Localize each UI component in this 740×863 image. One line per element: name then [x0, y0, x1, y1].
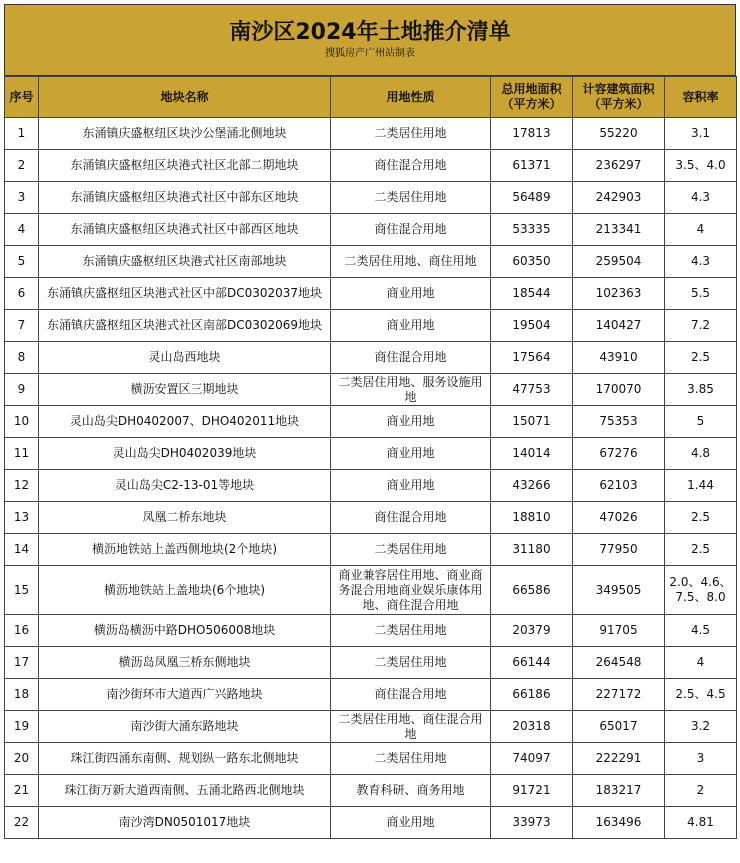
- cell-land-use: 商住混合用地: [331, 150, 491, 182]
- table-row: [5, 310, 737, 342]
- cell-land-use: 商业用地: [331, 310, 491, 342]
- cell-plot-name: 横沥安置区三期地块: [39, 374, 331, 406]
- table-row: [5, 118, 737, 150]
- cell-land-use: 商业用地: [331, 807, 491, 839]
- cell-index: 6: [5, 278, 39, 310]
- cell-plot-ratio: 4.81: [665, 807, 737, 839]
- table-row: [5, 406, 737, 438]
- table-row: [5, 214, 737, 246]
- cell-floor-area: 140427: [573, 310, 665, 342]
- cell-plot-name: 东涌镇庆盛枢纽区块沙公堡涌北侧地块: [39, 118, 331, 150]
- cell-plot-name: 横沥岛横沥中路DHO506008地块: [39, 615, 331, 647]
- cell-total-area: 15071: [491, 406, 573, 438]
- cell-land-use: 教育科研、商务用地: [331, 775, 491, 807]
- table-row: [5, 679, 737, 711]
- cell-index: 17: [5, 647, 39, 679]
- cell-plot-name: 南沙湾DN0501017地块: [39, 807, 331, 839]
- cell-plot-ratio: 2: [665, 775, 737, 807]
- cell-floor-area: 62103: [573, 470, 665, 502]
- cell-total-area: 20318: [491, 711, 573, 743]
- header-land-use: 用地性质: [331, 77, 491, 118]
- table-row: [5, 743, 737, 775]
- cell-land-use: 商业用地: [331, 438, 491, 470]
- table-row: [5, 615, 737, 647]
- cell-plot-name: 灵山岛尖C2-13-01等地块: [39, 470, 331, 502]
- cell-total-area: 66586: [491, 566, 573, 615]
- cell-total-area: 56489: [491, 182, 573, 214]
- cell-plot-name: 珠江街四涌东南侧、规划纵一路东北侧地块: [39, 743, 331, 775]
- cell-land-use: 商业用地: [331, 406, 491, 438]
- cell-floor-area: 259504: [573, 246, 665, 278]
- cell-plot-name: 灵山岛尖DH0402007、DHO402011地块: [39, 406, 331, 438]
- header-total-area: 总用地面积 （平方米）: [491, 77, 573, 118]
- cell-land-use: 二类居住用地: [331, 615, 491, 647]
- cell-floor-area: 75353: [573, 406, 665, 438]
- cell-floor-area: 170070: [573, 374, 665, 406]
- cell-index: 18: [5, 679, 39, 711]
- cell-land-use: 商住混合用地: [331, 502, 491, 534]
- table-row: [5, 246, 737, 278]
- cell-plot-ratio: 4.5: [665, 615, 737, 647]
- cell-total-area: 60350: [491, 246, 573, 278]
- header-plot-ratio: 容积率: [665, 77, 737, 118]
- table-row: [5, 342, 737, 374]
- cell-index: 20: [5, 743, 39, 775]
- cell-total-area: 19504: [491, 310, 573, 342]
- cell-land-use: 商住混合用地: [331, 679, 491, 711]
- table-row: [5, 150, 737, 182]
- cell-index: 10: [5, 406, 39, 438]
- cell-floor-area: 236297: [573, 150, 665, 182]
- table-row: [5, 374, 737, 406]
- cell-total-area: 17813: [491, 118, 573, 150]
- cell-land-use: 二类居住用地: [331, 182, 491, 214]
- cell-land-use: 二类居住用地: [331, 743, 491, 775]
- cell-total-area: 18810: [491, 502, 573, 534]
- cell-plot-ratio: 1.44: [665, 470, 737, 502]
- cell-total-area: 18544: [491, 278, 573, 310]
- cell-land-use: 商业兼容居住用地、商业商务混合用地商业娱乐康体用地、商住混合用地: [331, 566, 491, 615]
- cell-total-area: 47753: [491, 374, 573, 406]
- cell-floor-area: 349505: [573, 566, 665, 615]
- cell-land-use: 商住混合用地: [331, 342, 491, 374]
- cell-floor-area: 102363: [573, 278, 665, 310]
- cell-total-area: 33973: [491, 807, 573, 839]
- cell-index: 8: [5, 342, 39, 374]
- cell-floor-area: 264548: [573, 647, 665, 679]
- cell-index: 21: [5, 775, 39, 807]
- table-row: [5, 182, 737, 214]
- cell-plot-name: 灵山岛西地块: [39, 342, 331, 374]
- cell-total-area: 66144: [491, 647, 573, 679]
- cell-index: 22: [5, 807, 39, 839]
- cell-total-area: 20379: [491, 615, 573, 647]
- header-plot-name: 地块名称: [39, 77, 331, 118]
- cell-plot-ratio: 5.5: [665, 278, 737, 310]
- cell-plot-ratio: 4.3: [665, 182, 737, 214]
- cell-floor-area: 242903: [573, 182, 665, 214]
- cell-total-area: 17564: [491, 342, 573, 374]
- cell-plot-ratio: 2.5: [665, 502, 737, 534]
- land-table: [4, 76, 737, 839]
- cell-index: 7: [5, 310, 39, 342]
- cell-floor-area: 163496: [573, 807, 665, 839]
- cell-plot-ratio: 4.3: [665, 246, 737, 278]
- cell-plot-name: 横沥地铁站上盖地块(6个地块): [39, 566, 331, 615]
- table-row: [5, 438, 737, 470]
- cell-floor-area: 67276: [573, 438, 665, 470]
- cell-land-use: 二类居住用地、服务设施用地: [331, 374, 491, 406]
- cell-plot-ratio: 4: [665, 647, 737, 679]
- table-row: [5, 534, 737, 566]
- cell-land-use: 商住混合用地: [331, 214, 491, 246]
- cell-index: 4: [5, 214, 39, 246]
- cell-plot-name: 横沥地铁站上盖西侧地块(2个地块): [39, 534, 331, 566]
- cell-plot-ratio: 2.5、4.5: [665, 679, 737, 711]
- cell-plot-name: 东涌镇庆盛枢纽区块港式社区北部二期地块: [39, 150, 331, 182]
- cell-land-use: 二类居住用地: [331, 118, 491, 150]
- cell-index: 2: [5, 150, 39, 182]
- cell-total-area: 31180: [491, 534, 573, 566]
- cell-total-area: 61371: [491, 150, 573, 182]
- cell-plot-name: 凤凰二桥东地块: [39, 502, 331, 534]
- table-row: [5, 470, 737, 502]
- cell-index: 15: [5, 566, 39, 615]
- cell-floor-area: 43910: [573, 342, 665, 374]
- cell-total-area: 74097: [491, 743, 573, 775]
- cell-plot-ratio: 4: [665, 214, 737, 246]
- cell-plot-name: 南沙街大涌东路地块: [39, 711, 331, 743]
- cell-land-use: 二类居住用地: [331, 647, 491, 679]
- cell-total-area: 66186: [491, 679, 573, 711]
- table-header-row: [5, 77, 737, 118]
- cell-floor-area: 227172: [573, 679, 665, 711]
- cell-plot-ratio: 2.0、4.6、7.5、8.0: [665, 566, 737, 615]
- cell-plot-name: 南沙街环市大道西广兴路地块: [39, 679, 331, 711]
- cell-plot-name: 珠江街万新大道西南侧、五涌北路西北侧地块: [39, 775, 331, 807]
- cell-plot-name: 东涌镇庆盛枢纽区块港式社区中部DC0302037地块: [39, 278, 331, 310]
- header-index: 序号: [5, 77, 39, 118]
- cell-plot-ratio: 5: [665, 406, 737, 438]
- cell-total-area: 91721: [491, 775, 573, 807]
- cell-plot-name: 东涌镇庆盛枢纽区块港式社区南部地块: [39, 246, 331, 278]
- cell-index: 1: [5, 118, 39, 150]
- cell-plot-ratio: 3.85: [665, 374, 737, 406]
- cell-land-use: 商业用地: [331, 278, 491, 310]
- cell-floor-area: 47026: [573, 502, 665, 534]
- cell-index: 11: [5, 438, 39, 470]
- table-row: [5, 278, 737, 310]
- cell-plot-name: 东涌镇庆盛枢纽区块港式社区中部西区地块: [39, 214, 331, 246]
- cell-total-area: 43266: [491, 470, 573, 502]
- cell-land-use: 商业用地: [331, 470, 491, 502]
- table-row: [5, 711, 737, 743]
- cell-plot-ratio: 7.2: [665, 310, 737, 342]
- cell-index: 16: [5, 615, 39, 647]
- cell-index: 5: [5, 246, 39, 278]
- cell-index: 14: [5, 534, 39, 566]
- cell-plot-name: 东涌镇庆盛枢纽区块港式社区中部东区地块: [39, 182, 331, 214]
- cell-index: 13: [5, 502, 39, 534]
- table-row: [5, 807, 737, 839]
- cell-plot-ratio: 3.1: [665, 118, 737, 150]
- cell-plot-name: 灵山岛尖DH0402039地块: [39, 438, 331, 470]
- cell-index: 3: [5, 182, 39, 214]
- cell-floor-area: 213341: [573, 214, 665, 246]
- cell-total-area: 14014: [491, 438, 573, 470]
- table-row: [5, 502, 737, 534]
- table-body: [5, 118, 737, 839]
- cell-plot-ratio: 3: [665, 743, 737, 775]
- cell-plot-ratio: 3.2: [665, 711, 737, 743]
- cell-plot-ratio: 2.5: [665, 534, 737, 566]
- cell-floor-area: 222291: [573, 743, 665, 775]
- cell-land-use: 二类居住用地: [331, 534, 491, 566]
- cell-plot-ratio: 2.5: [665, 342, 737, 374]
- cell-plot-name: 横沥岛凤凰三桥东侧地块: [39, 647, 331, 679]
- cell-land-use: 二类居住用地、商住混合用地: [331, 711, 491, 743]
- table-row: [5, 775, 737, 807]
- cell-floor-area: 77950: [573, 534, 665, 566]
- cell-floor-area: 65017: [573, 711, 665, 743]
- cell-land-use: 二类居住用地、商住用地: [331, 246, 491, 278]
- cell-index: 12: [5, 470, 39, 502]
- cell-floor-area: 183217: [573, 775, 665, 807]
- land-list-sheet: [4, 4, 736, 859]
- page-title: 南沙区2024年土地推介清单: [229, 20, 511, 45]
- cell-plot-ratio: 4.8: [665, 438, 737, 470]
- title-banner: [4, 4, 736, 76]
- table-row: [5, 647, 737, 679]
- cell-floor-area: 55220: [573, 118, 665, 150]
- cell-index: 9: [5, 374, 39, 406]
- cell-index: 19: [5, 711, 39, 743]
- cell-plot-ratio: 3.5、4.0: [665, 150, 737, 182]
- cell-total-area: 53335: [491, 214, 573, 246]
- header-floor-area: 计容建筑面积 （平方米）: [573, 77, 665, 118]
- cell-plot-name: 东涌镇庆盛枢纽区块港式社区南部DC0302069地块: [39, 310, 331, 342]
- page-subtitle: 搜狐房产广州站制表: [325, 48, 415, 59]
- cell-floor-area: 91705: [573, 615, 665, 647]
- table-row: [5, 566, 737, 615]
